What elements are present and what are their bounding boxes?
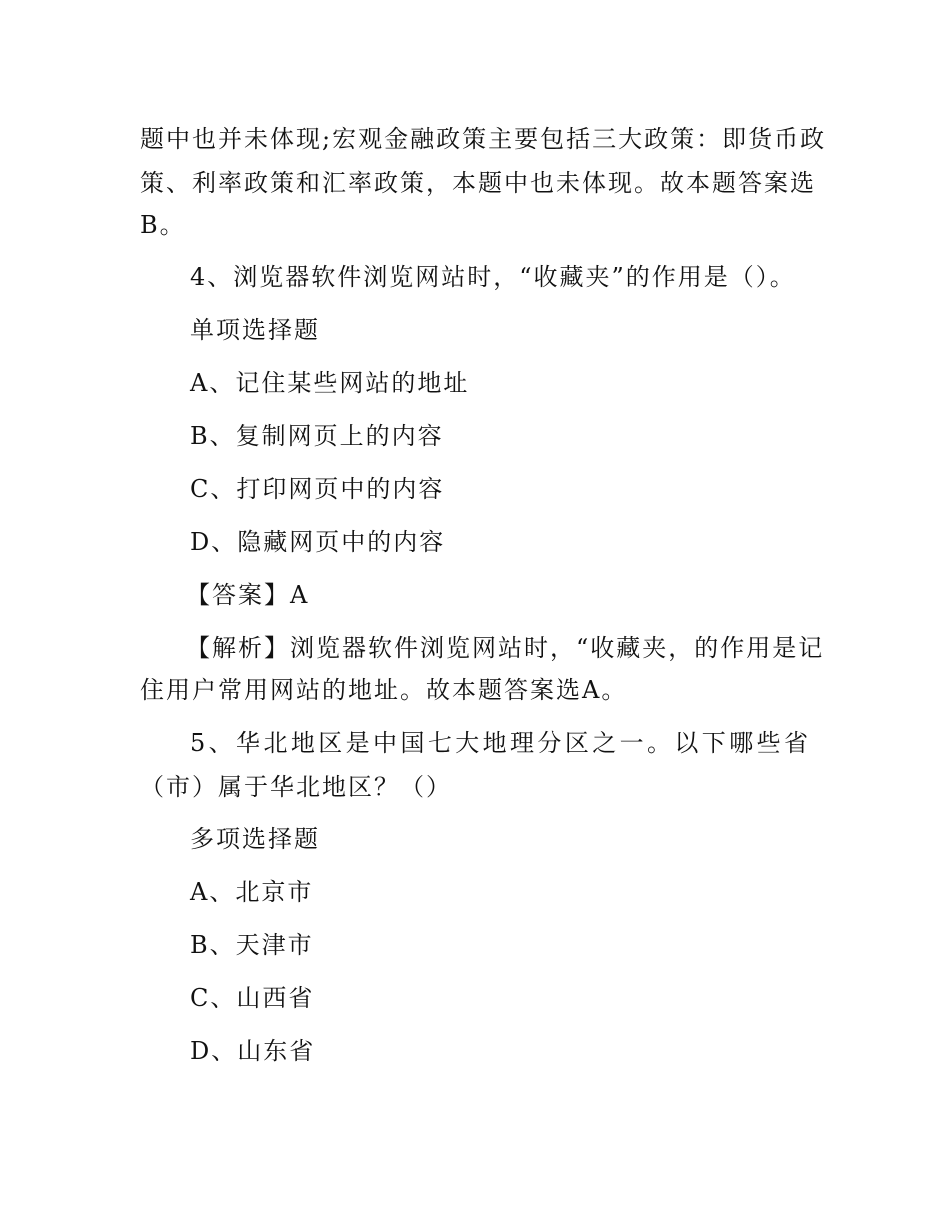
question-5-stem-line-1: 5、华北地区是中国七大地理分区之一。以下哪些省 bbox=[190, 729, 810, 757]
question-5-option-b: B、天津市 bbox=[190, 931, 314, 959]
question-5-stem-line-2: （市）属于华北地区？（） bbox=[140, 773, 452, 801]
question-5-type: 多项选择题 bbox=[190, 825, 320, 853]
question-4-answer: 【答案】A bbox=[186, 581, 310, 609]
question-4-analysis-line-1: 【解析】浏览器软件浏览网站时，“收藏夹，的作用是记 bbox=[186, 634, 825, 662]
question-4-stem: 4、浏览器软件浏览网站时，“收藏夹”的作用是（）。 bbox=[190, 263, 796, 291]
question-4-option-c: C、打印网页中的内容 bbox=[190, 475, 445, 503]
question-4-type: 单项选择题 bbox=[190, 316, 320, 344]
continued-analysis-line-3: B。 bbox=[140, 211, 186, 239]
question-4-option-d: D、隐藏网页中的内容 bbox=[190, 528, 446, 556]
continued-analysis-line-2: 策、利率政策和汇率政策，本题中也未体现。故本题答案选 bbox=[140, 169, 816, 197]
question-5-option-c: C、山西省 bbox=[190, 984, 315, 1012]
question-4-option-b: B、复制网页上的内容 bbox=[190, 422, 444, 450]
question-4-option-a: A、记住某些网站的地址 bbox=[190, 369, 470, 397]
question-5-option-a: A、北京市 bbox=[190, 878, 314, 906]
question-5-option-d: D、山东省 bbox=[190, 1037, 316, 1065]
question-4-analysis-line-2: 住用户常用网站的地址。故本题答案选A。 bbox=[140, 676, 628, 704]
continued-analysis-line-1: 题中也并未体现;宏观金融政策主要包括三大政策：即货币政 bbox=[140, 125, 827, 153]
